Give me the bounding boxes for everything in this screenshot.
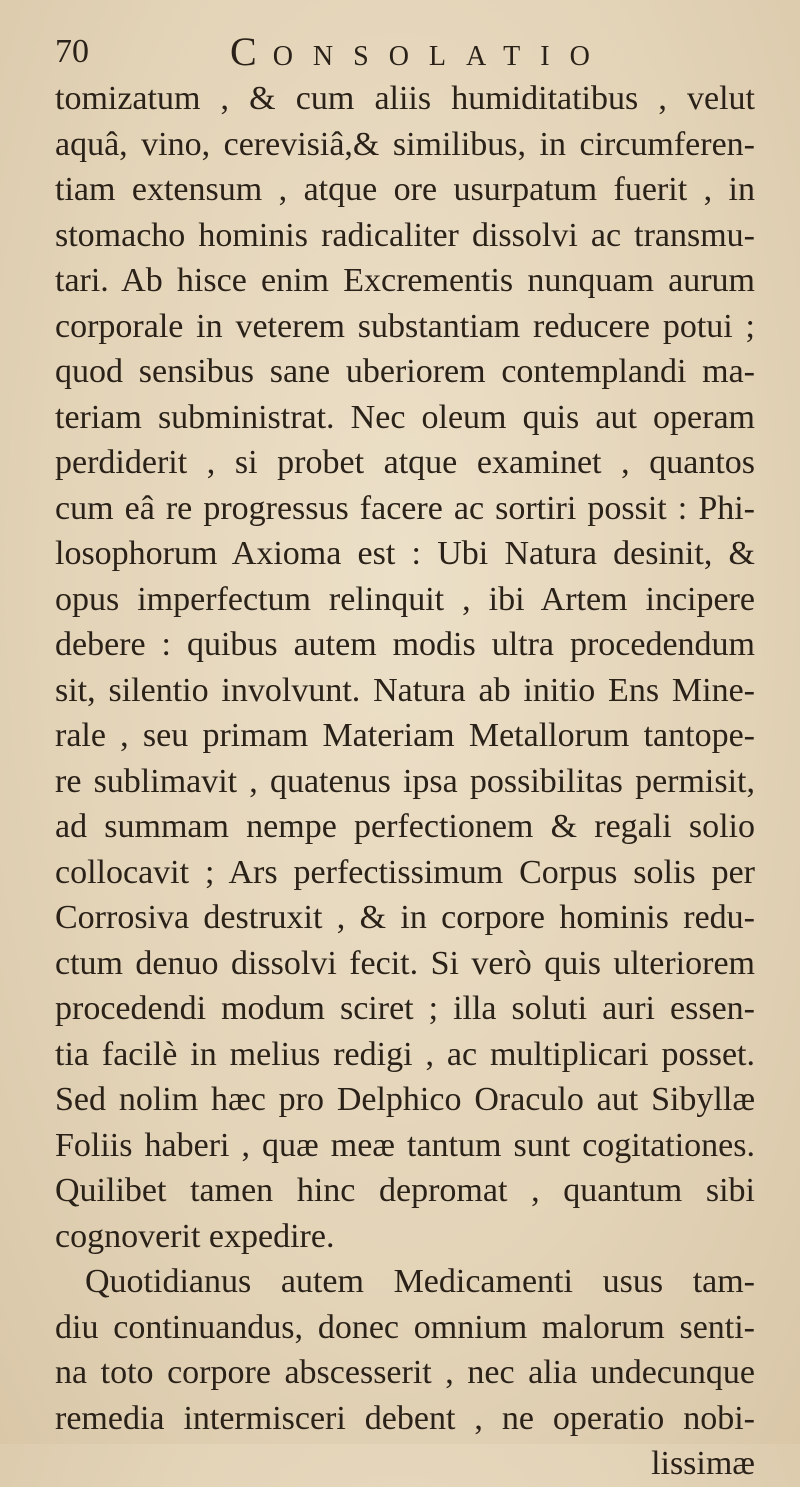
text-line: Sed nolim hæc pro Delphico Oraculo aut Sibyllæ — [55, 1081, 755, 1118]
text-line: debere : quibus autem modis ultra procedendum — [55, 626, 755, 663]
text-line: cum eâ re progressus facere ac sortiri possit : Phi- — [55, 489, 755, 527]
running-title-rest: ONSOLATIO — [272, 41, 610, 72]
text-line: na toto corpore abscesserit , nec alia undecunque — [55, 1354, 755, 1391]
running-title — [230, 30, 610, 79]
text-line: Quilibet tamen hinc depromat , quantum sibi — [55, 1172, 755, 1209]
text-line: collocavit ; Ars perfectissimum Corpus solis per — [55, 853, 755, 891]
text-line: sit, silentio involvunt. Natura ab initio Ens Mine- — [55, 671, 755, 709]
text-line: Quotidianus autem Medicamenti usus tam- — [85, 1263, 755, 1300]
text-line: remedia intermisceri debent , ne operatio nobi- — [55, 1399, 755, 1437]
text-line: procedendi modum sciret ; illa soluti auri essen- — [55, 990, 755, 1027]
text-line: rale , seu primam Materiam Metallorum tantope- — [55, 717, 755, 754]
page-number: 70 — [55, 33, 89, 70]
body-text — [55, 76, 755, 1487]
text-line: aquâ, vino, cerevisiâ,& similibus, in circumferen- — [55, 125, 755, 163]
text-line: cognoverit expedire. — [55, 1217, 335, 1255]
text-line: losophorum Axioma est : Ubi Natura desinit, & — [55, 535, 755, 572]
text-line: opus imperfectum relinquit , ibi Artem incipere — [55, 580, 755, 618]
text-line: tia facilè in melius redigi , ac multiplicari posset. — [55, 1035, 755, 1073]
text-line: perdiderit , si probet atque examinet , quantos — [55, 444, 755, 481]
text-line: ctum denuo dissolvi fecit. Si verò quis ulteriorem — [55, 944, 755, 982]
text-line: Foliis haberi , quæ meæ tantum sunt cogitationes. — [55, 1126, 755, 1164]
running-title-initial: C — [230, 29, 273, 74]
text-line: corporale in veterem substantiam reducere potui ; — [55, 307, 755, 345]
text-line: tiam extensum , atque ore usurpatum fuerit , in — [55, 171, 755, 208]
text-line: teriam subministrat. Nec oleum quis aut operam — [55, 398, 755, 436]
page-header — [55, 30, 755, 74]
text-line: diu continuandus, donec omnium malorum senti- — [55, 1308, 755, 1346]
text-line: ad summam nempe perfectionem & regali solio — [55, 808, 755, 845]
text-line: tomizatum , & cum aliis humiditatibus , velut — [55, 80, 755, 117]
text-line: quod sensibus sane uberiorem contemplandi ma- — [55, 353, 755, 390]
text-line: lissimæ — [651, 1445, 755, 1482]
text-line: re sublimavit , quatenus ipsa possibilitas permisit, — [55, 762, 755, 800]
text-line: Corrosiva destruxit , & in corpore hominis redu- — [55, 899, 755, 936]
text-line: tari. Ab hisce enim Excrementis nunquam aurum — [55, 262, 755, 299]
text-line: stomacho hominis radicaliter dissolvi ac transmu- — [55, 216, 755, 254]
